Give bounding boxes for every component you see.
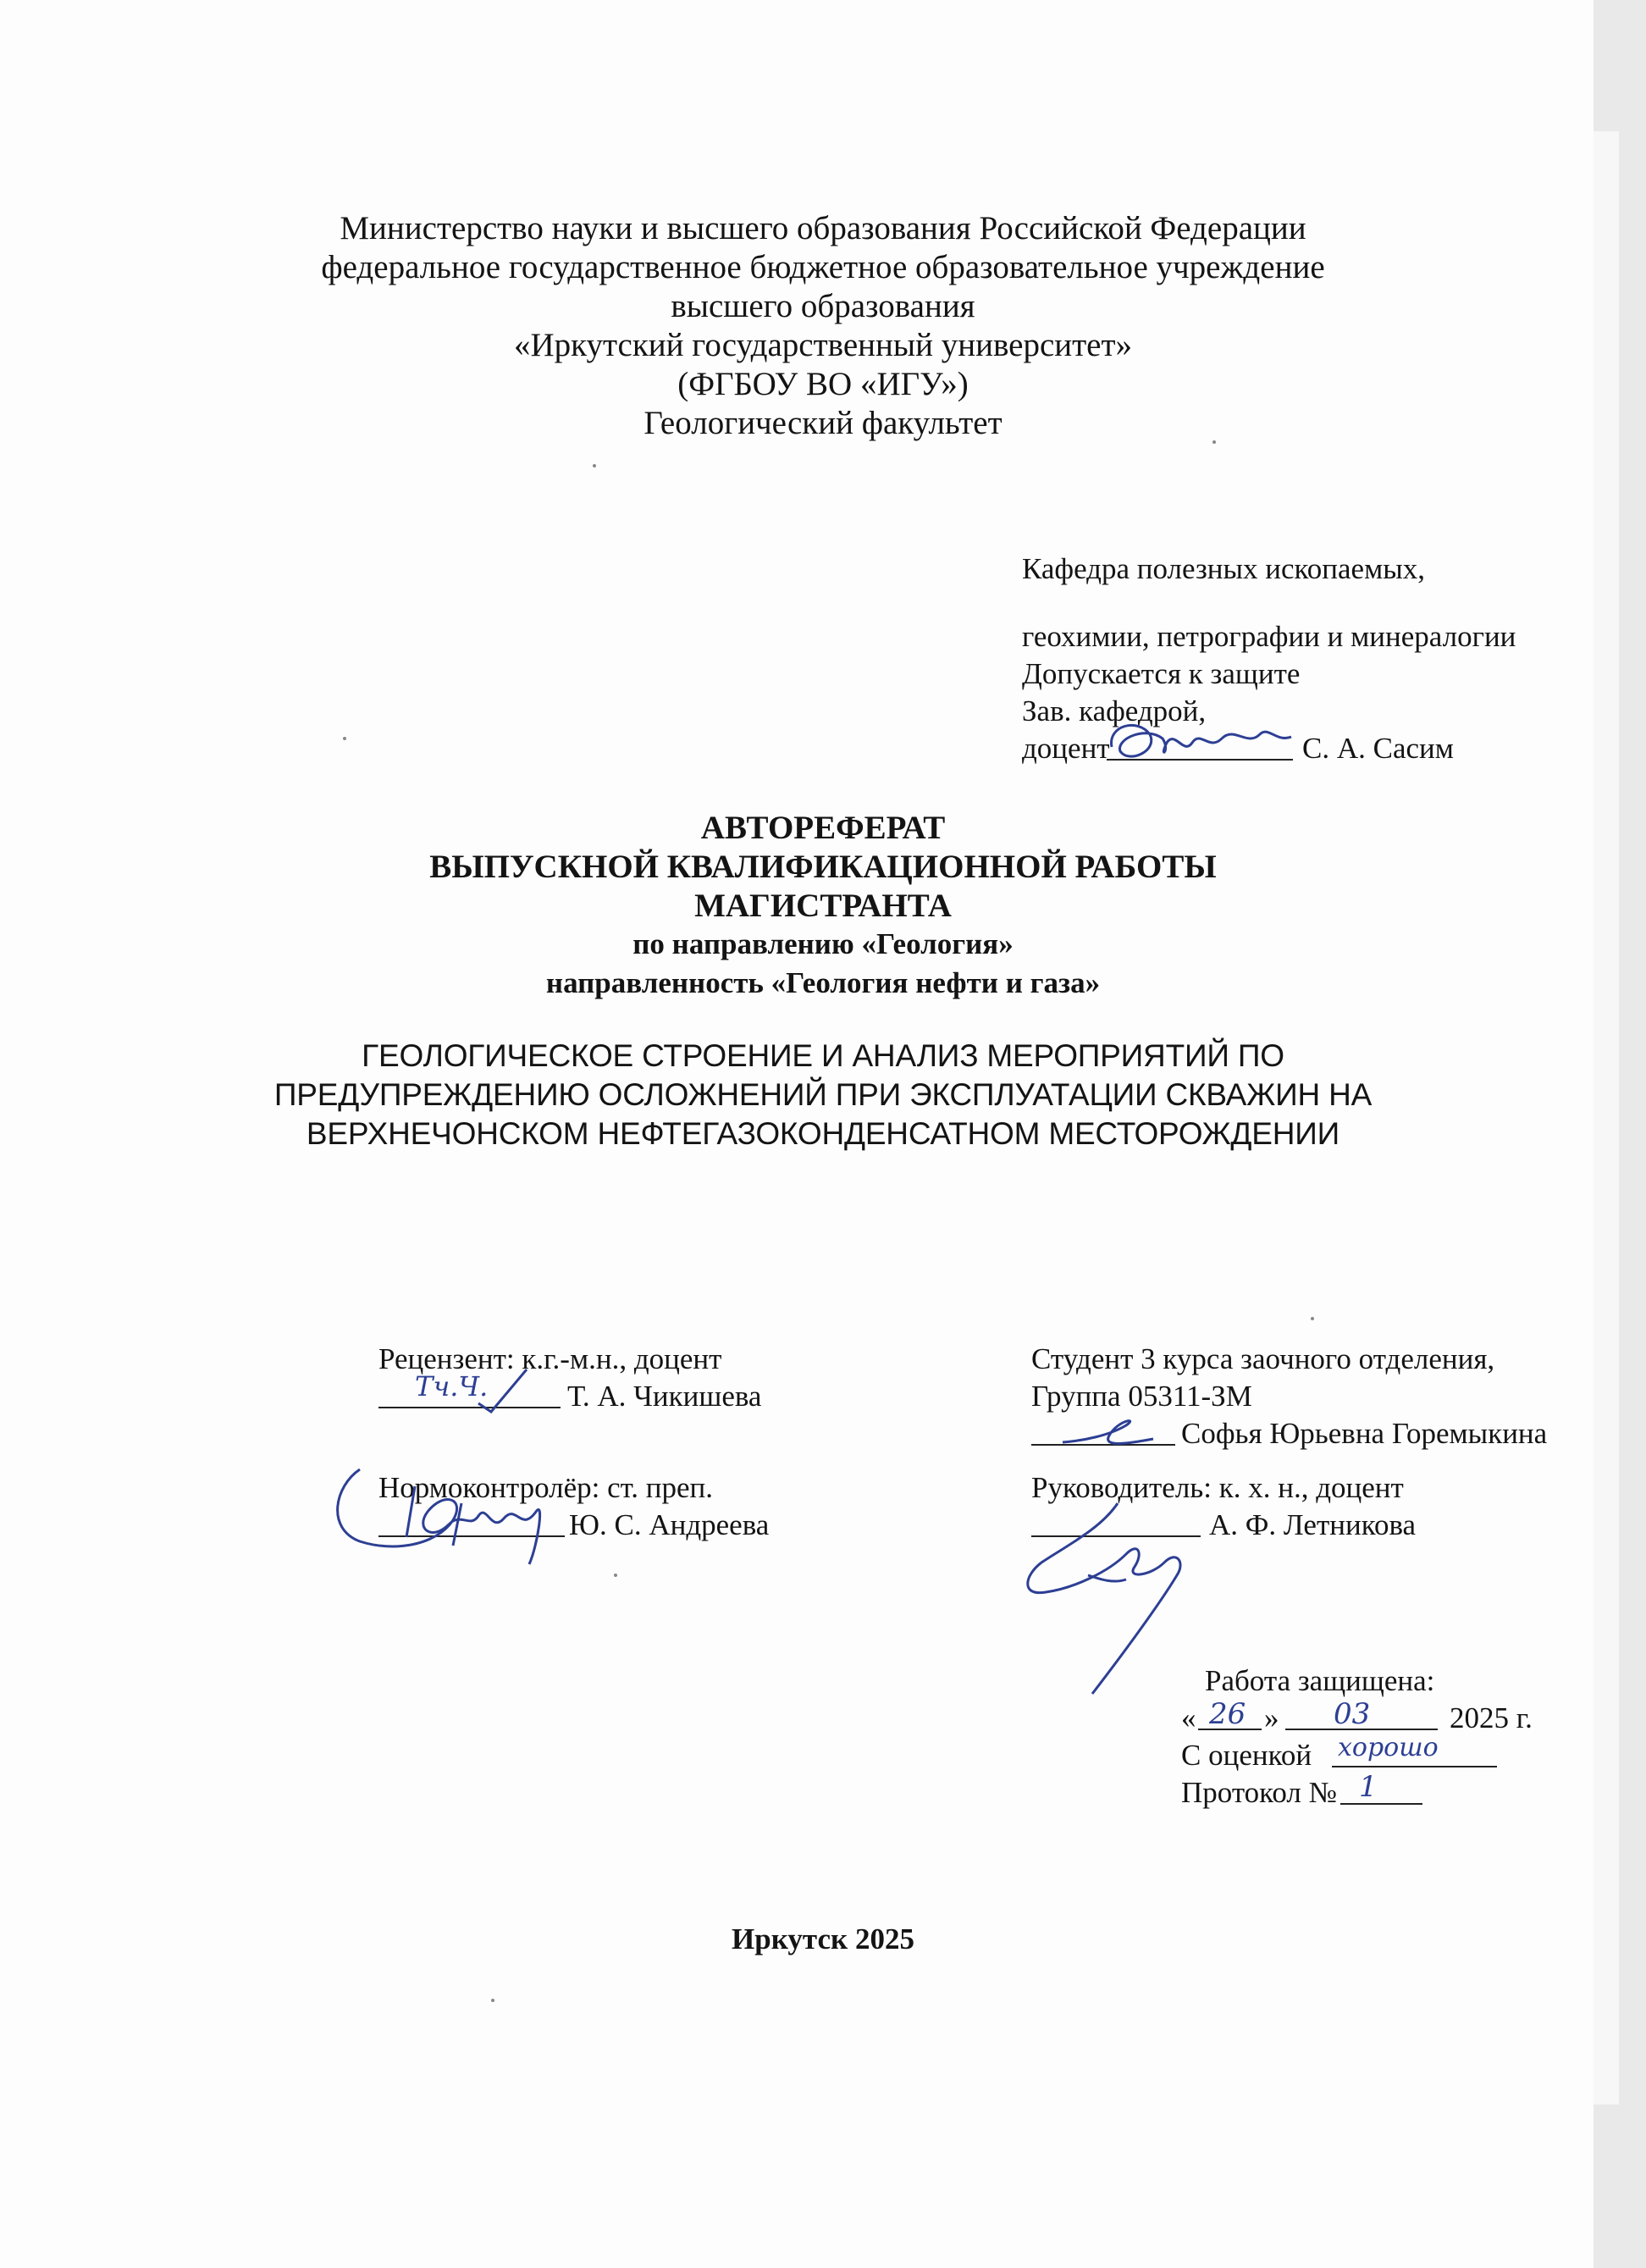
faculty-name: Геологический факультет <box>643 405 1003 441</box>
grade-label: С оценкой <box>1181 1739 1312 1772</box>
scan-speck <box>491 1999 494 2002</box>
grade-value: хорошо <box>1338 1733 1439 1762</box>
study-direction: по направлению «Геология» <box>632 927 1014 960</box>
institution-type-line: федеральное государственное бюджетное образовательное учреждение <box>321 249 1325 285</box>
topic-line-2: ПРЕДУПРЕЖДЕНИЮ ОСЛОЖНЕНИЙ ПРИ ЭКСПЛУАТАЦИИ СКВАЖИН НА <box>273 1077 1373 1112</box>
supervisor-signature <box>1016 1495 1219 1707</box>
protocol-label: Протокол № <box>1181 1776 1338 1809</box>
university-name: «Иркутский государственный университет» <box>513 327 1133 363</box>
scan-speck <box>343 737 346 740</box>
topic-line-1: ГЕОЛОГИЧЕСКОЕ СТРОЕНИЕ И АНАЛИЗ МЕРОПРИЯТИЙ ПО <box>362 1038 1284 1073</box>
student-course: Студент 3 курса заочного отделения, <box>1031 1342 1495 1375</box>
scan-speck <box>1311 1317 1314 1320</box>
doc-type-subtitle: ВЫПУСКНОЙ КВАЛИФИКАЦИОННОЙ РАБОТЫ <box>429 849 1217 885</box>
normcontrol-label: Нормоконтролёр: ст. преп. <box>378 1471 714 1504</box>
normcontrol-name: Ю. С. Андреева <box>569 1508 770 1541</box>
department-head-position: доцент <box>1022 732 1110 765</box>
protocol-number: 1 <box>1359 1770 1378 1804</box>
reviewer-label: Рецензент: к.г.-м.н., доцент <box>378 1342 722 1375</box>
supervisor-name: А. Ф. Летникова <box>1209 1508 1417 1541</box>
student-signature <box>1058 1410 1160 1452</box>
department-line-2: геохимии, петрографии и минералогии <box>1022 620 1516 653</box>
supervisor-label: Руководитель: к. х. н., доцент <box>1031 1471 1404 1504</box>
scan-speck <box>1212 440 1216 444</box>
scan-speck <box>593 464 596 467</box>
defense-year: 2025 г. <box>1450 1701 1533 1734</box>
education-level-line: высшего образования <box>671 288 975 324</box>
department-line-1: Кафедра полезных ископаемых, <box>1022 552 1425 585</box>
reviewer-signature-stroke <box>474 1365 533 1416</box>
department-head-label: Зав. кафедрой, <box>1022 694 1207 727</box>
degree-level: МАГИСТРАНТА <box>694 888 952 924</box>
protocol-line <box>1340 1803 1422 1805</box>
ministry-line: Министерство науки и высшего образования Российской Федерации <box>340 210 1306 246</box>
student-group: Группа 05311-ЗМ <box>1031 1380 1252 1413</box>
doc-type-title: АВТОРЕФЕРАТ <box>700 810 946 846</box>
study-focus: направленность «Геология нефти и газа» <box>545 966 1101 999</box>
defense-day: 26 <box>1209 1697 1246 1731</box>
reviewer-signature: Тч.Ч. <box>415 1370 489 1402</box>
defense-month: 03 <box>1334 1697 1371 1731</box>
department-head-name: С. А. Сасим <box>1302 732 1454 765</box>
admitted-to-defense: Допускается к защите <box>1022 657 1301 690</box>
normcontrol-signature <box>326 1452 572 1571</box>
defense-close-quote: » <box>1264 1701 1279 1734</box>
department-head-signature <box>1103 713 1298 772</box>
university-abbr: (ФГБОУ ВО «ИГУ») <box>677 366 969 402</box>
scan-speck <box>614 1574 617 1577</box>
student-name: Софья Юрьевна Горемыкина <box>1181 1417 1548 1450</box>
city-year: Иркутск 2025 <box>732 1922 914 1955</box>
defense-title: Работа защищена: <box>1205 1664 1435 1697</box>
topic-line-3: ВЕРХНЕЧОНСКОМ НЕФТЕГАЗОКОНДЕНСАТНОМ МЕСТОРОЖДЕНИИ <box>306 1116 1340 1151</box>
defense-open-quote: « <box>1181 1701 1196 1734</box>
reviewer-name: Т. А. Чикишева <box>567 1380 762 1413</box>
grade-line <box>1332 1766 1497 1767</box>
